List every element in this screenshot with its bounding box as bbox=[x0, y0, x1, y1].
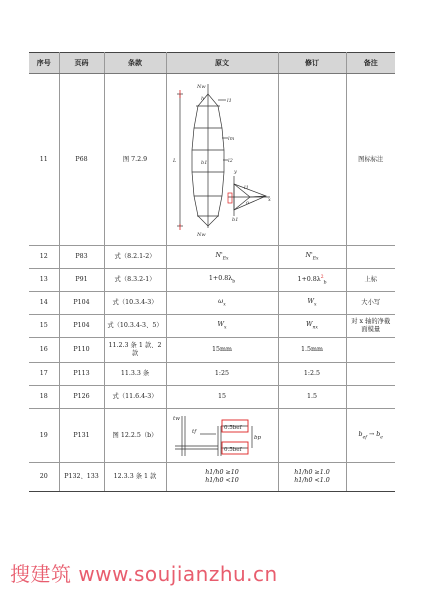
watermark-text: 搜建筑 www.soujianzhu.cn bbox=[10, 562, 278, 586]
cell-page: P83 bbox=[59, 246, 104, 269]
cell-note bbox=[346, 363, 395, 386]
header-seq: 序号 bbox=[29, 53, 59, 74]
cell-revised: $1+0.8\lambda^2_b$ bbox=[278, 269, 346, 292]
label-L: L bbox=[173, 157, 177, 164]
cell-note: 图标标注 bbox=[346, 74, 395, 246]
cell-page: P132、133 bbox=[59, 463, 104, 492]
table-row bbox=[29, 246, 395, 269]
cell-original: 1:25 bbox=[166, 363, 278, 386]
cell-clause: 式（11.6.4-3） bbox=[104, 386, 166, 409]
cell-note bbox=[346, 246, 395, 269]
label-l2: l2 bbox=[228, 157, 233, 164]
label-o: o bbox=[246, 199, 250, 206]
cell-seq: 17 bbox=[29, 363, 59, 386]
header-clause: 条款 bbox=[104, 53, 166, 74]
cell-revised: $W_x$ bbox=[278, 292, 346, 315]
cell-revised: 1.5 bbox=[278, 386, 346, 409]
stiffener-section-figure bbox=[170, 412, 274, 460]
cell-seq: 11 bbox=[29, 74, 59, 246]
label-bp: bp bbox=[254, 434, 262, 441]
label-ll: l1 bbox=[244, 184, 249, 191]
cell-revised bbox=[278, 409, 346, 463]
label-tw: tw bbox=[173, 415, 180, 422]
cell-revised: $N'_{Ex}$ bbox=[278, 246, 346, 269]
table-row bbox=[29, 386, 395, 409]
header-original: 原文 bbox=[166, 53, 278, 74]
cell-page: P131 bbox=[59, 409, 104, 463]
table-row bbox=[29, 292, 395, 315]
cell-page: P110 bbox=[59, 338, 104, 363]
label-l1: l1 bbox=[227, 97, 232, 104]
cell-seq: 18 bbox=[29, 386, 59, 409]
cell-clause: 12.3.3 条 1 款 bbox=[104, 463, 166, 492]
cell-page: P104 bbox=[59, 292, 104, 315]
cell-note: 大小写 bbox=[346, 292, 395, 315]
cell-note: 对 x 轴的净截面模量 bbox=[346, 315, 395, 338]
cell-clause: 式（10.3.4-3） bbox=[104, 292, 166, 315]
table-row bbox=[29, 74, 395, 246]
label-h: h bbox=[201, 95, 205, 102]
cell-page: P113 bbox=[59, 363, 104, 386]
header-note: 备注 bbox=[346, 53, 395, 74]
label-x: x bbox=[268, 196, 271, 203]
header-revised: 修订 bbox=[278, 53, 346, 74]
cell-note bbox=[346, 338, 395, 363]
cell-revised: h1/h0 ≥1.0 h1/h0 <1.0 bbox=[278, 463, 346, 492]
cell-original: h1/h0 ≥10 h1/h0 <10 bbox=[166, 463, 278, 492]
cell-original: $W_x$ bbox=[166, 315, 278, 338]
cell-revised: 1:2.5 bbox=[278, 363, 346, 386]
table-row bbox=[29, 338, 395, 363]
cell-page: P68 bbox=[59, 74, 104, 246]
cell-page: P104 bbox=[59, 315, 104, 338]
cell-original: $\omega_x$ bbox=[166, 292, 278, 315]
table-row bbox=[29, 463, 395, 492]
label-lm: lm bbox=[228, 135, 235, 142]
cell-page: P91 bbox=[59, 269, 104, 292]
cell-clause: 11.3.3 条 bbox=[104, 363, 166, 386]
table-row bbox=[29, 363, 395, 386]
cell-clause: 11.2.3 条 1 款、2 款 bbox=[104, 338, 166, 363]
cell-revised: 1.5mm bbox=[278, 338, 346, 363]
errata-table bbox=[29, 52, 395, 492]
cell-clause: 图 7.2.9 bbox=[104, 74, 166, 246]
label-box1: 0.5bef bbox=[224, 424, 242, 431]
lattice-column-figure bbox=[170, 80, 274, 240]
cell-seq: 13 bbox=[29, 269, 59, 292]
table-row bbox=[29, 409, 395, 463]
cell-original-figure bbox=[166, 409, 278, 463]
cell-seq: 19 bbox=[29, 409, 59, 463]
cell-note: 上标 bbox=[346, 269, 395, 292]
label-box2: 0.5bef bbox=[224, 446, 242, 453]
label-nw-bot: Nw bbox=[197, 231, 206, 238]
label-bl: b1 bbox=[232, 216, 239, 223]
header-page: 页码 bbox=[59, 53, 104, 74]
cell-seq: 14 bbox=[29, 292, 59, 315]
label-y: y bbox=[234, 168, 237, 175]
table-row bbox=[29, 269, 395, 292]
label-nw-top: Nw bbox=[197, 83, 206, 90]
cell-page: P126 bbox=[59, 386, 104, 409]
cell-note bbox=[346, 463, 395, 492]
cell-seq: 12 bbox=[29, 246, 59, 269]
cell-seq: 16 bbox=[29, 338, 59, 363]
cell-note bbox=[346, 386, 395, 409]
cell-clause: 式（8.3.2-1） bbox=[104, 269, 166, 292]
cell-clause: 式（8.2.1-2） bbox=[104, 246, 166, 269]
label-tf: tf bbox=[192, 428, 197, 435]
table-row bbox=[29, 315, 395, 338]
cell-seq: 15 bbox=[29, 315, 59, 338]
header-row bbox=[29, 53, 395, 74]
cell-original-figure bbox=[166, 74, 278, 246]
cell-original: $1+0.8\lambda_b$ bbox=[166, 269, 278, 292]
cell-clause: 图 12.2.5（b） bbox=[104, 409, 166, 463]
label-b1: b1 bbox=[201, 159, 208, 166]
cell-note: $b_{ef} \to b_e$ bbox=[346, 409, 395, 463]
cell-original: $N'_{Ex}$ bbox=[166, 246, 278, 269]
cell-seq: 20 bbox=[29, 463, 59, 492]
cell-original: 15mm bbox=[166, 338, 278, 363]
cell-revised: $W_{nx}$ bbox=[278, 315, 346, 338]
cell-revised bbox=[278, 74, 346, 246]
cell-clause: 式（10.3.4-3、5） bbox=[104, 315, 166, 338]
cell-original: 15 bbox=[166, 386, 278, 409]
